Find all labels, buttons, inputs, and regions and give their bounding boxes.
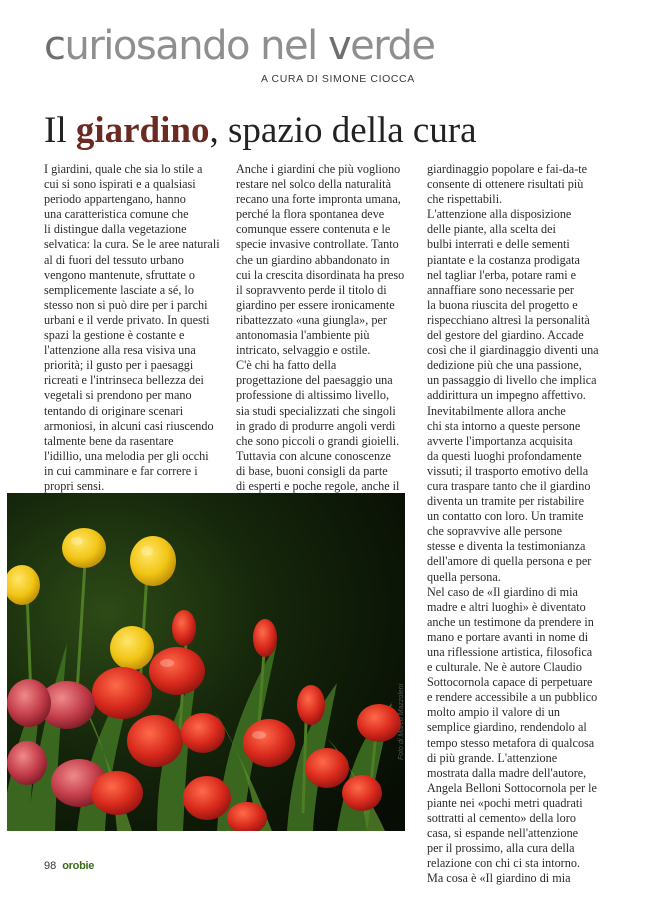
text-line: progettazione del paesaggio una — [236, 373, 393, 388]
text-line: tempo stesso metafora di qualcosa — [427, 735, 595, 750]
rubric-letter-v: v — [327, 23, 351, 69]
text-line: stesso non si può dire per i parchi — [44, 297, 208, 312]
text-line: Angela Belloni Sottocornola per le — [427, 780, 597, 795]
text-line: restare nel solco della naturalità — [236, 177, 391, 192]
text-line: semplicemente lasciate a sé, lo — [44, 282, 194, 297]
text-line: C'è chi ha fatto della — [236, 358, 337, 373]
article-column-1 — [44, 162, 220, 494]
text-line: Sottocornola capace di perpetuare — [427, 675, 593, 690]
text-line: sottratti al cemento» della loro — [427, 811, 576, 826]
publication-logo: orobie — [62, 860, 95, 872]
article-column-3 — [427, 162, 599, 887]
text-line: urbani e il verde privato. In questi — [44, 312, 210, 327]
text-line: da questi luoghi profondamente — [427, 448, 582, 463]
text-line: selvatica: la cura. Se le aree naturali — [44, 237, 220, 252]
text-line: l'idillio, una melodia per gli occhi — [44, 448, 209, 463]
text-line: al di fuori del tessuto urbano — [44, 252, 184, 267]
photo-credit: Foto di Marco Mazzoleni — [398, 683, 405, 760]
text-line: piantate e la costanza prodigata — [427, 252, 580, 267]
text-line: L'attenzione alla disposizione — [427, 207, 572, 222]
text-line: così che il giardinaggio diventi una — [427, 343, 599, 358]
text-line: spazi la gestione è costante e — [44, 328, 185, 343]
text-line: vegetali si prendono per mano — [44, 388, 192, 403]
text-line: delle piante, alla scelta dei — [427, 222, 556, 237]
text-line: il sopravvento perde il titolo di — [236, 282, 387, 297]
text-line: nel tagliar l'erba, potare rami e — [427, 267, 577, 282]
text-line: e culturale. Ne è autore Claudio — [427, 660, 582, 675]
text-line: talmente bene da rasentare — [44, 433, 174, 448]
text-line: consente di ottenere risultati più — [427, 177, 584, 192]
text-line: chi sta intorno a queste persone — [427, 418, 581, 433]
text-line: mostrata dalla madre dell'autore, — [427, 765, 587, 780]
text-line: del gestore del giardino. Accade — [427, 328, 584, 343]
text-line: giardinaggio popolare e fai-da-te — [427, 162, 588, 176]
text-line: di esperti e poche regole, anche il — [236, 478, 400, 493]
text-line: casa, si espande nell'attenzione — [427, 826, 579, 841]
text-line: un contatto con loro. Un tramite — [427, 509, 584, 524]
text-line: di più grande. L'attenzione — [427, 750, 558, 765]
title-accent: giardino — [75, 110, 210, 151]
text-line: Tuttavia con alcune conoscenze — [236, 448, 391, 463]
text-line: cui si sono ispirati e a qualsiasi — [44, 177, 196, 192]
text-line: periodo appartengano, hanno — [44, 192, 186, 207]
text-line: un passaggio di livello che implica — [427, 373, 597, 388]
tulips-illustration — [7, 493, 405, 831]
text-line: per il prossimo, alla cura della — [427, 841, 575, 856]
text-line: antonomasia l'ambiente più — [236, 328, 370, 343]
text-line: vissuti; il trasporto emotivo della — [427, 463, 589, 478]
article-column-2 — [236, 162, 404, 494]
text-line: in grado di produrre angoli verdi — [236, 418, 396, 433]
page-footer — [44, 860, 94, 872]
text-line: stesse e diventa la testimonianza — [427, 539, 586, 554]
text-line: priorità; il gusto per i paesaggi — [44, 358, 194, 373]
byline: A CURA DI SIMONE CIOCCA — [261, 73, 415, 85]
rubric-text-1: uriosando nel — [64, 23, 328, 69]
text-line: piante nei «pochi metri quadrati — [427, 795, 583, 810]
text-line: sia studi specializzati che singoli — [236, 403, 396, 418]
text-line: ricreati e l'intrinseca bellezza dei — [44, 373, 204, 388]
text-line: specie invasive controllate. Tanto — [236, 237, 399, 252]
text-line: comunque essere contenuta e le — [236, 222, 391, 237]
text-line: Ma cosa è «Il giardino di mia — [427, 871, 571, 886]
text-line: professione di altissimo livello, — [236, 388, 390, 403]
text-line: che un giardino abbandonato in — [236, 252, 390, 267]
text-line: cui la crescita disordinata ha preso — [236, 267, 405, 282]
tulips-photo — [7, 493, 405, 831]
rubric-letter-c: c — [44, 23, 65, 69]
text-line: intricato, selvaggio e ostile. — [236, 343, 371, 358]
text-line: armoniosi, in alcuni casi riuscendo — [44, 418, 214, 433]
text-line: che sopravvive alle persone — [427, 524, 563, 539]
text-line: perché la flora spontanea deve — [236, 207, 385, 222]
text-line: ribattezzato «una giungla», per — [236, 312, 387, 327]
text-line: propri sensi. — [44, 478, 105, 493]
text-line: e rendere accessibile a un pubblico — [427, 690, 598, 705]
text-line: semplice giardino, rendendolo al — [427, 720, 587, 735]
text-line: tentando di originare scenari — [44, 403, 184, 418]
text-line: Nel caso de «Il giardino di mia — [427, 584, 578, 599]
text-line: dedizione più che una passione, — [427, 358, 582, 373]
text-line: che sono piccoli o grandi gioielli. — [236, 433, 400, 448]
title-post: , spazio della cura — [209, 110, 477, 151]
text-line: Anche i giardini che più vogliono — [236, 162, 401, 176]
text-line: che rispettabili. — [427, 192, 503, 207]
text-line: rispecchiano altresì la personalità — [427, 312, 590, 327]
text-line: una caratteristica comune che — [44, 207, 189, 222]
text-line: dell'amore di quella persona e per — [427, 554, 592, 569]
text-line: di base, buoni consigli da parte — [236, 463, 388, 478]
text-line: I giardini, quale che sia lo stile a — [44, 162, 203, 176]
text-line: li distingue dalla vegetazione — [44, 222, 187, 237]
text-line: la buona riuscita del progetto e — [427, 297, 578, 312]
text-line: Inevitabilmente allora anche — [427, 403, 566, 418]
page-number: 98 — [44, 860, 57, 872]
text-line: avverte l'importanza acquisita — [427, 433, 573, 448]
text-line: cura traspare tanto che il giardino — [427, 478, 591, 493]
text-line: una riflessione artistica, filosofica — [427, 645, 593, 659]
text-line: recano una forte impronta umana, — [236, 192, 401, 207]
text-line: quella persona. — [427, 569, 501, 584]
text-line: annaffiare sono necessarie per — [427, 282, 574, 297]
text-line: mano e portare avanti in nome di — [427, 629, 589, 644]
rubric-text-2: erde — [350, 23, 435, 69]
text-line: bulbi interrati e delle sementi — [427, 237, 570, 252]
title-pre: Il — [44, 110, 76, 151]
text-line: vengono mantenute, sfruttate o — [44, 267, 195, 282]
text-line: in cui camminare e far correre i — [44, 463, 198, 478]
text-line: giardino per essere ironicamente — [236, 297, 395, 312]
article-title — [44, 112, 477, 149]
text-line: relazione con chi ci sta intorno. — [427, 856, 580, 871]
text-line: l'attenzione alla resa visiva una — [44, 343, 196, 358]
text-line: diventa un tramite per ristabilire — [427, 494, 585, 509]
text-line: madre e altri luoghi» è diventato — [427, 599, 586, 614]
text-line: molto ampio il valore di un — [427, 705, 561, 720]
text-line: addirittura un impegno affettivo. — [427, 388, 586, 403]
text-line: anche un testimone da prendere in — [427, 614, 594, 629]
section-rubric — [44, 23, 435, 69]
